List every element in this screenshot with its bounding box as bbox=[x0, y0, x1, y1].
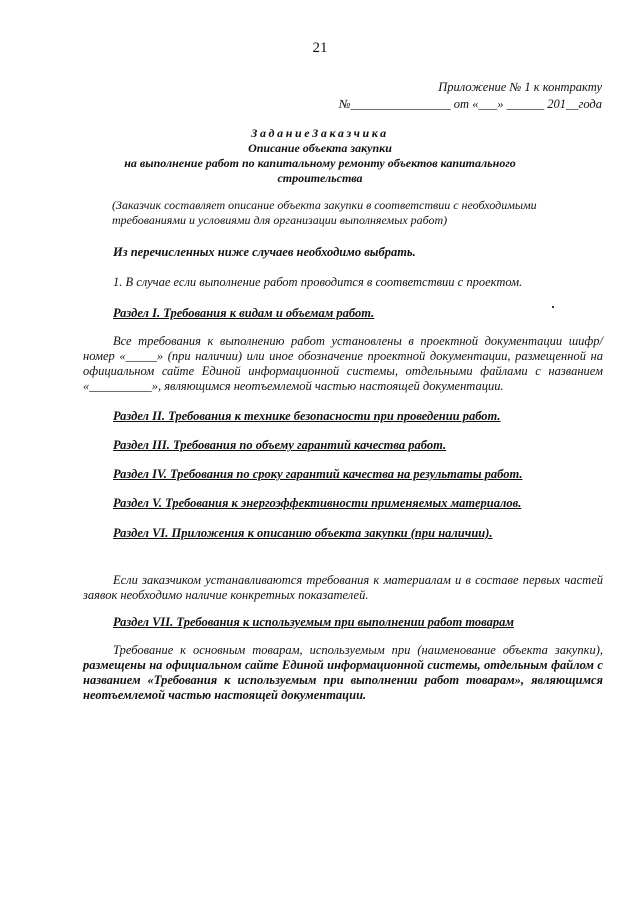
title-line-4: строительства bbox=[277, 171, 363, 185]
section-1-heading: Раздел I. Требования к видам и объемам работ. bbox=[113, 306, 375, 320]
customer-note: (Заказчик составляет описание объекта закупки в соответствии с необходимыми требованиями и условиями для организации выполняемых работ) bbox=[112, 198, 537, 227]
section-1-paragraph bbox=[83, 334, 603, 394]
title-line-3: на выполнение работ по капитальному ремонту объектов капитального bbox=[124, 156, 516, 170]
section-1-text: Все требования к выполнению работ установлены в проектной документации шифр/номер «_____» (при наличии) или иное обозначение проектной документации, размещенной на официальном сайте Единой информационной системы, отдельными файлами с названием «__________», являющимся неотъемлемой частью настоящей документации. bbox=[83, 334, 603, 393]
appendix-reference: Приложение № 1 к контракту bbox=[438, 80, 602, 94]
document-title bbox=[0, 126, 640, 186]
section-4-heading: Раздел IV. Требования по сроку гарантий качества на результаты работ. bbox=[113, 467, 523, 481]
section-5-heading: Раздел V. Требования к энергоэффективности применяемых материалов. bbox=[113, 496, 522, 510]
page-number: 21 bbox=[312, 40, 328, 56]
case-1: 1. В случае если выполнение работ проводится в соответствии с проектом. bbox=[113, 275, 523, 289]
goods-paragraph bbox=[83, 643, 603, 703]
section-2-heading: Раздел II. Требования к технике безопасности при проведении работ. bbox=[113, 409, 501, 423]
materials-text: Если заказчиком устанавливаются требования к материалам и в составе первых частей заявок необходимо наличие конкретных показателей. bbox=[83, 573, 603, 602]
title-line-2: Описание объекта закупки bbox=[248, 141, 392, 155]
section-3-heading: Раздел III. Требования по объему гарантий качества работ. bbox=[113, 438, 447, 452]
stray-dot bbox=[552, 306, 554, 308]
materials-paragraph bbox=[83, 573, 603, 603]
section-7-heading: Раздел VII. Требования к используемым при выполнении работ товарам bbox=[113, 615, 514, 629]
goods-text-bold: размещены на официальном сайте Единой информационной системы, отдельным файлом с названием «Требования к используемым при выполнении работ товарам», являющимся неотъемлемой частью настоящей документации. bbox=[83, 658, 603, 702]
section-6-heading: Раздел VI. Приложения к описанию объекта закупки (при наличии). bbox=[113, 526, 493, 540]
contract-number-line: №________________ от «___» ______ 201__года bbox=[338, 97, 602, 111]
choose-instruction: Из перечисленных ниже случаев необходимо выбрать. bbox=[113, 245, 416, 259]
title-line-1: ЗаданиеЗаказчика bbox=[251, 126, 389, 140]
goods-text-normal: Требование к основным товарам, используемым при (наименование объекта закупки), bbox=[113, 643, 603, 657]
